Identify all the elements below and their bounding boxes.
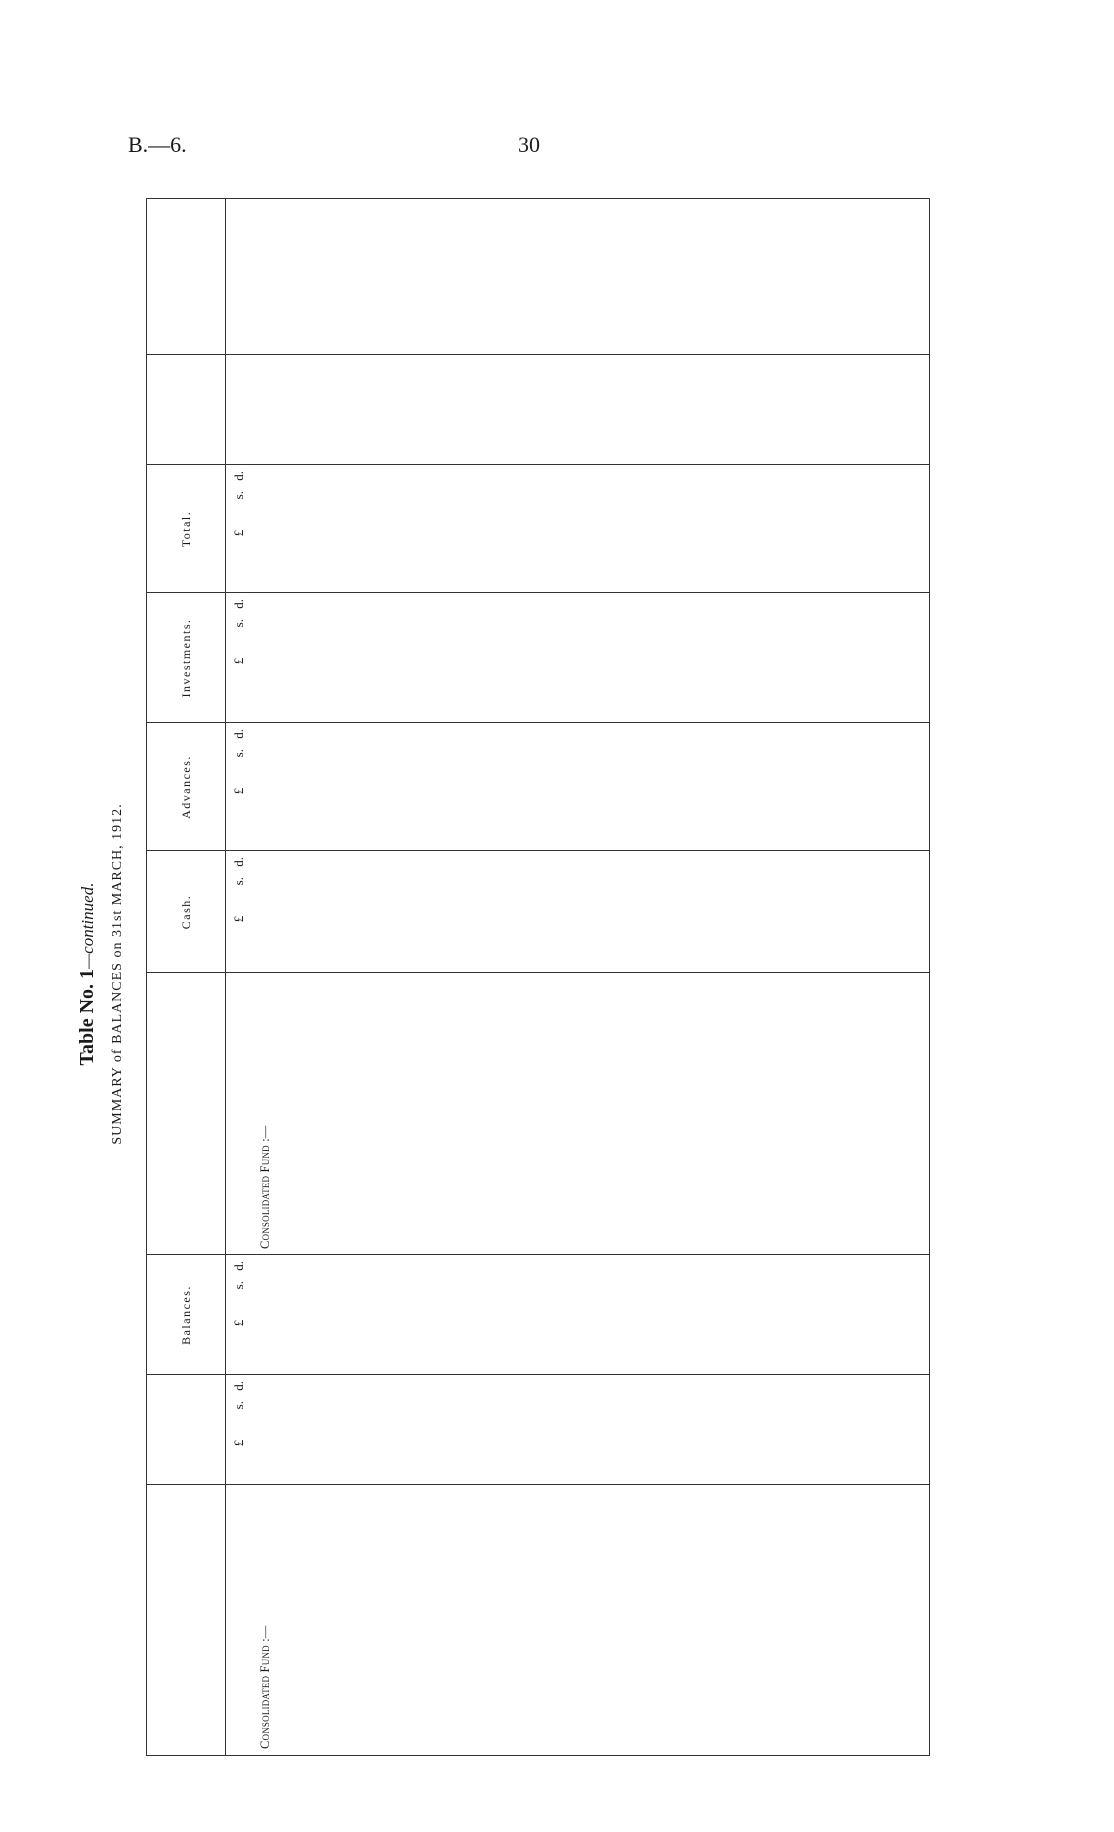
adv-unit-pence: d. — [231, 729, 246, 739]
col-head-balances: Balances. — [179, 1285, 193, 1345]
adv-unit-pounds: £ — [231, 787, 246, 795]
row-label-right: Consolidated Fund :— — [258, 1125, 272, 1249]
sub-unit-pounds: £ — [231, 1439, 246, 1447]
tot-unit-shillings: s. — [231, 491, 246, 500]
table-row — [257, 199, 273, 1755]
tot-unit-pounds: £ — [231, 529, 246, 537]
table-title: Table No. 1—continued. — [76, 882, 98, 1066]
inv-unit-pence: d. — [231, 599, 246, 609]
inv-unit-pounds: £ — [231, 657, 246, 665]
cash-unit-shillings: s. — [231, 877, 246, 886]
bal-unit-pounds: £ — [231, 1319, 246, 1327]
cash-unit-pence: d. — [231, 857, 246, 867]
unit-labels-row — [231, 199, 247, 1755]
page-ref: B.—6. — [128, 132, 187, 157]
rotated-table-sheet — [48, 162, 948, 1786]
col-head-total: Total. — [179, 510, 193, 548]
bal-unit-pence: d. — [231, 1261, 246, 1271]
sub-unit-pence: d. — [231, 1381, 246, 1391]
adv-unit-shillings: s. — [231, 749, 246, 758]
col-head-advances: Advances. — [179, 755, 193, 819]
col-head-cash: Cash. — [179, 894, 193, 930]
col-head-investments: Investments. — [179, 618, 193, 698]
table-subtitle: SUMMARY of BALANCES on 31st MARCH, 1912. — [110, 803, 125, 1145]
row-label-left: Consolidated Fund :— — [258, 1625, 272, 1749]
balances-table — [146, 198, 930, 1756]
sub-unit-shillings: s. — [231, 1401, 246, 1410]
tot-unit-pence: d. — [231, 471, 246, 481]
inv-unit-shillings: s. — [231, 619, 246, 628]
cash-unit-pounds: £ — [231, 915, 246, 923]
page-number: 30 — [518, 132, 540, 157]
bal-unit-shillings: s. — [231, 1281, 246, 1290]
